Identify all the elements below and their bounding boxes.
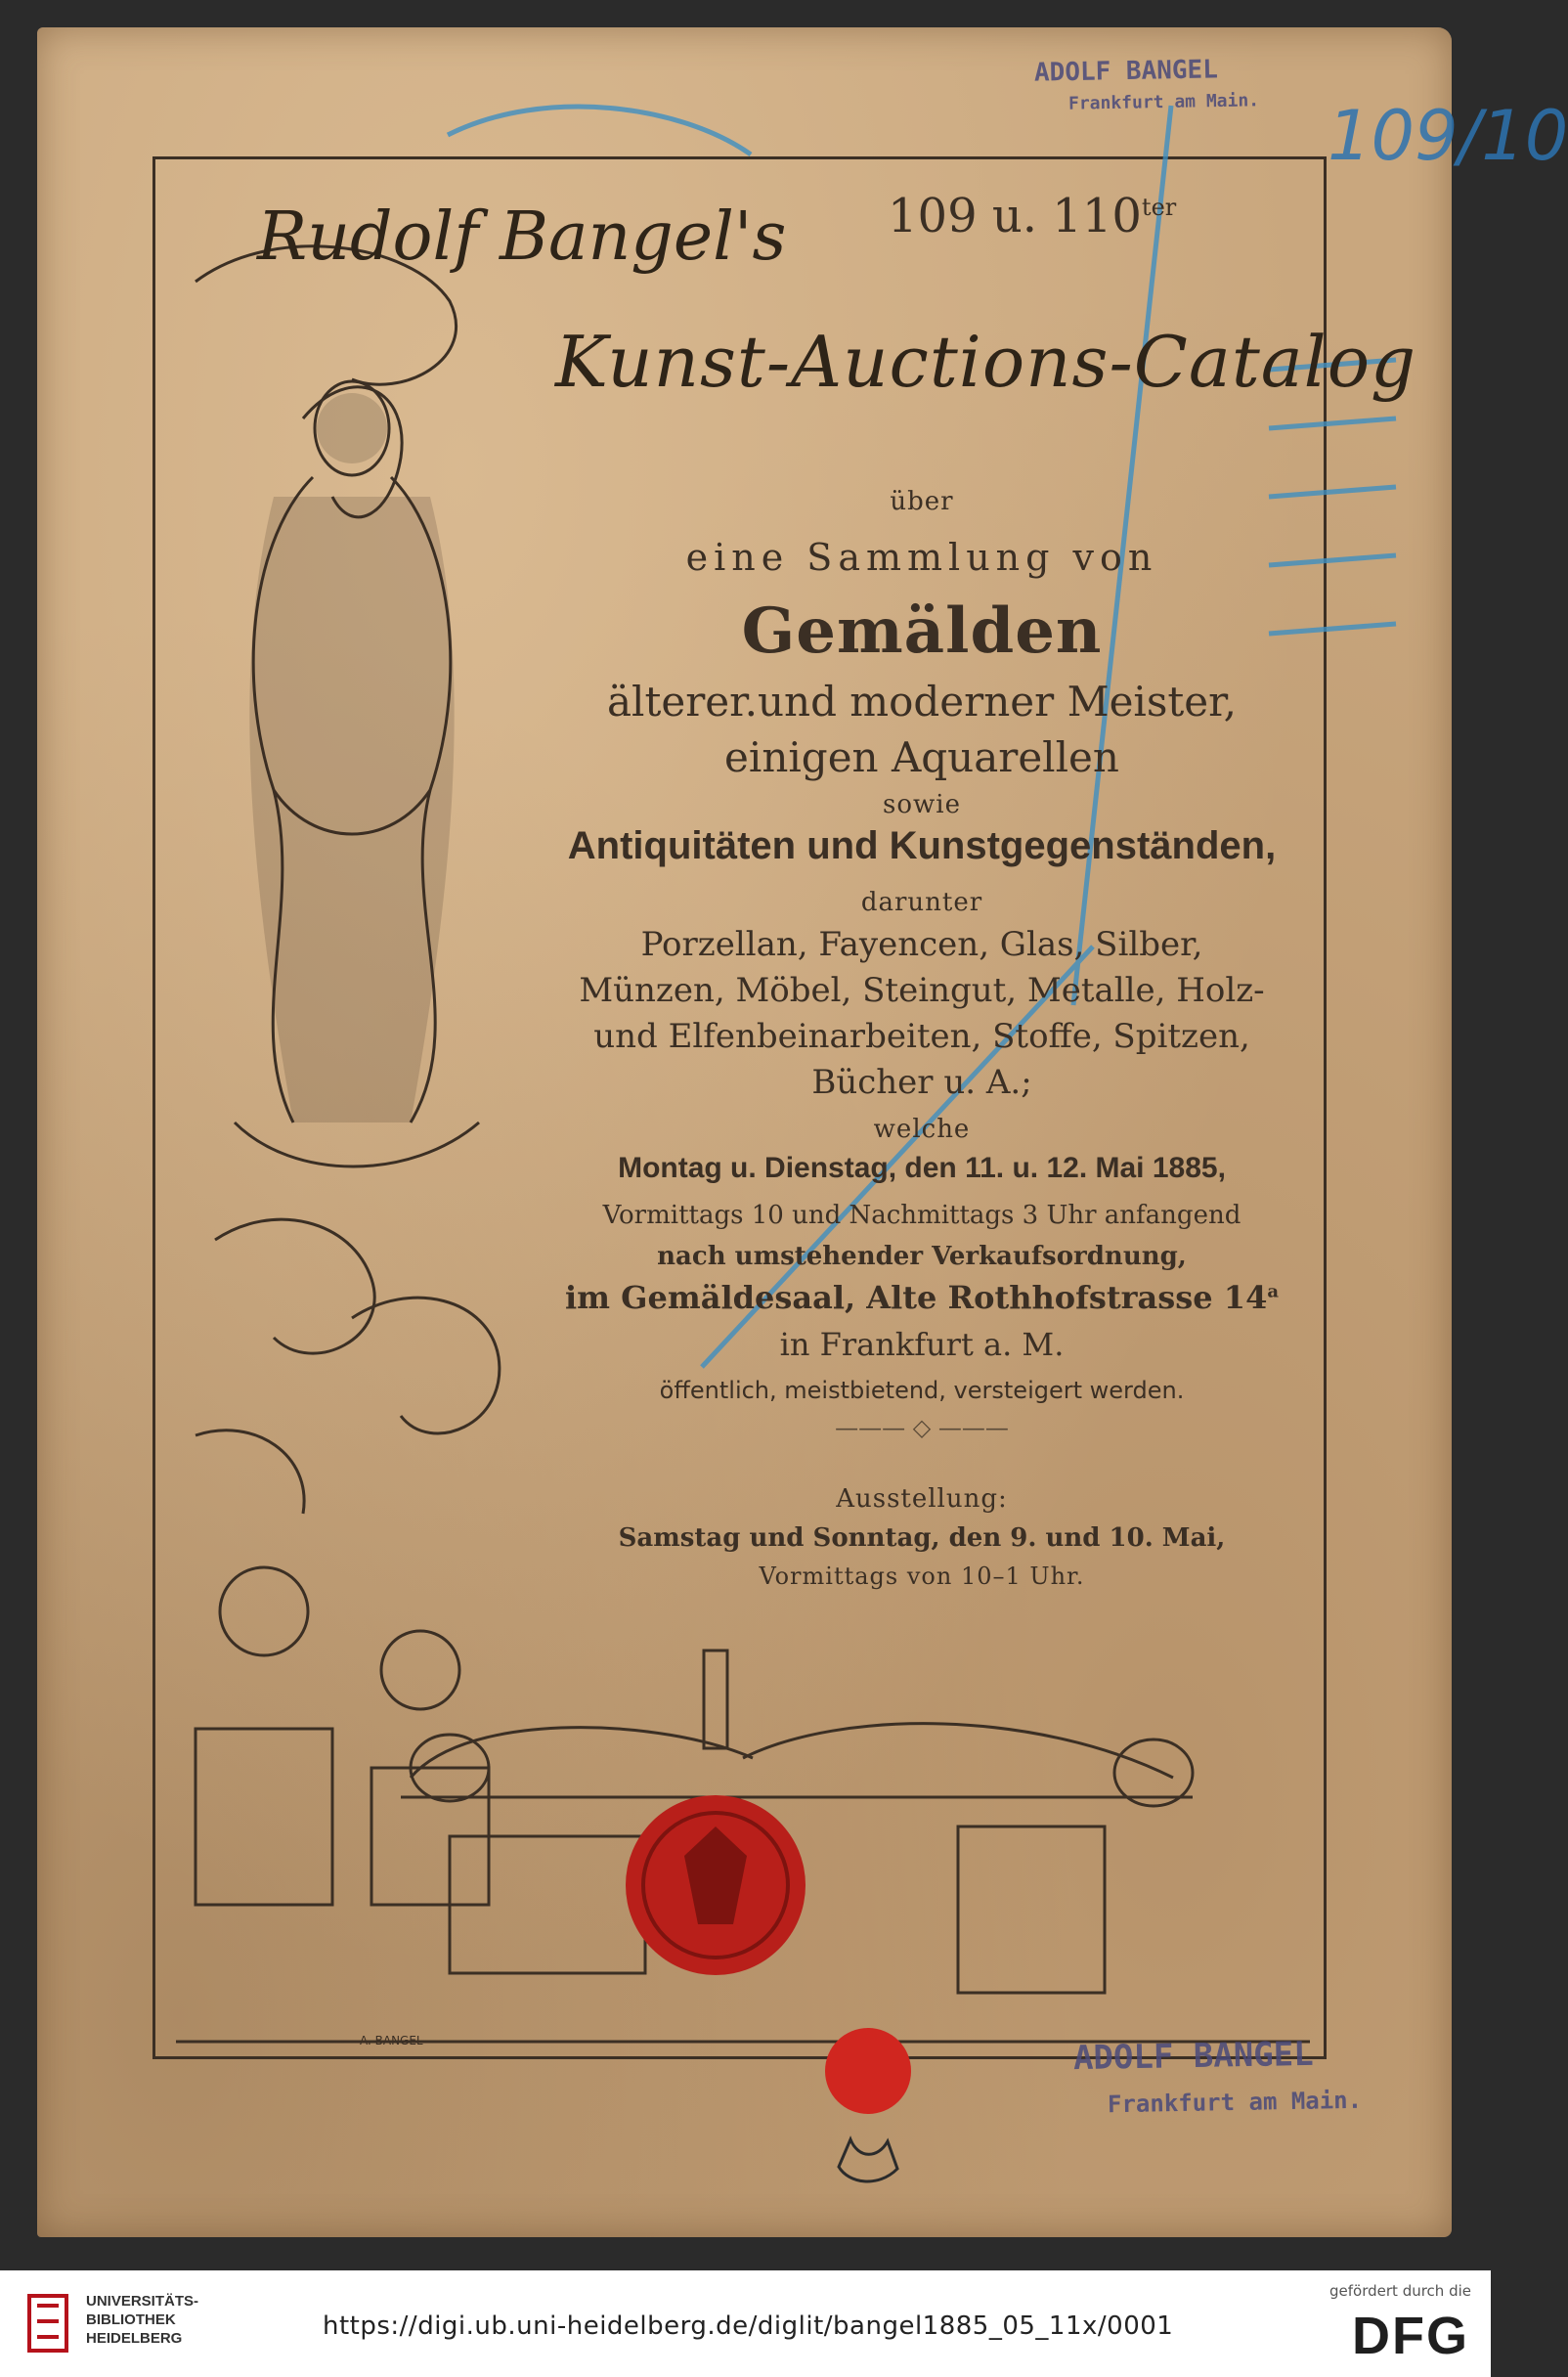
- document-url-link[interactable]: https://digi.ub.uni-heidelberg.de/diglit/bangel1885_05_11x/0001: [323, 2311, 1174, 2341]
- library-name: [86, 2292, 198, 2348]
- stamp-bottom-name: ADOLF BANGEL: [1072, 2034, 1314, 2079]
- text-times: Vormittags 10 und Nachmittags 3 Uhr anfangend: [602, 1201, 1241, 1230]
- text-location: [545, 1279, 1298, 1316]
- text-darunter: darunter: [860, 888, 983, 917]
- ornament-divider: ——— ◇ ———: [835, 1414, 1009, 1441]
- catalog-publisher-title: Rudolf Bangel's: [257, 198, 787, 276]
- catalog-main-title: Kunst-Auctions-Catalog: [555, 321, 1417, 403]
- catalog-number-suffix: ter: [1141, 194, 1177, 221]
- stamp-top-name: ADOLF BANGEL: [1033, 55, 1219, 88]
- library-line1: UNIVERSITÄTS-: [86, 2293, 199, 2310]
- pencil-note: 109/10: [1328, 96, 1568, 176]
- library-line3: HEIDELBERG: [86, 2330, 183, 2347]
- artist-signature: A. BANGEL: [360, 2034, 423, 2047]
- text-versteigert: öffentlich, meistbietend, versteigert werden.: [659, 1377, 1185, 1404]
- catalog-number-value: 109 u. 110: [888, 189, 1142, 243]
- text-location-suffix: a: [1267, 1281, 1279, 1302]
- bottom-scroll-illustration: [156, 1631, 1318, 2051]
- catalog-number: [888, 189, 1176, 243]
- text-verkauf: nach umstehender Verkaufsordnung,: [657, 1242, 1187, 1271]
- dfg-logo: DFG: [1352, 2307, 1469, 2365]
- stamp-top-city: Frankfurt am Main.: [1067, 90, 1260, 114]
- text-aquarellen: einigen Aquarellen: [724, 733, 1119, 781]
- catalog-page: [37, 27, 1568, 2237]
- text-antiquitaeten: Antiquitäten und Kunstgegenständen,: [567, 824, 1277, 867]
- text-welche: welche: [873, 1115, 971, 1144]
- catalog-text-block: [545, 477, 1298, 1602]
- text-meister: älterer.und moderner Meister,: [607, 678, 1237, 726]
- text-items-line3: und Elfenbeinarbeiten, Stoffe, Spitzen,: [593, 1017, 1250, 1056]
- text-items-line4: Bücher u. A.;: [811, 1063, 1032, 1102]
- viewer-footer: [0, 2270, 1491, 2377]
- text-ausstellung-time: Vormittags von 10–1 Uhr.: [759, 1563, 1085, 1590]
- text-location-value: im Gemäldesaal, Alte Rothhofstrasse 14: [565, 1279, 1268, 1316]
- library-line2: BIBLIOTHEK: [86, 2311, 176, 2328]
- text-sowie: sowie: [883, 790, 961, 819]
- stamp-bottom-city: Frankfurt am Main.: [1107, 2086, 1363, 2119]
- text-ueber: über: [890, 487, 954, 516]
- text-sammlung: eine Sammlung von: [685, 536, 1158, 579]
- university-logo-icon: [20, 2292, 76, 2355]
- text-ausstellung: Ausstellung:: [836, 1484, 1008, 1514]
- text-items-line2: Münzen, Möbel, Steingut, Metalle, Holz-: [579, 971, 1265, 1010]
- text-items-line1: Porzellan, Fayencen, Glas, Silber,: [640, 925, 1203, 964]
- text-gemaelden: Gemälden: [741, 594, 1103, 668]
- funded-by-text: gefördert durch die: [1329, 2282, 1471, 2300]
- text-dates: Montag u. Dienstag, den 11. u. 12. Mai 1885,: [618, 1152, 1226, 1184]
- text-ausstellung-dates: Samstag und Sonntag, den 9. und 10. Mai,: [618, 1523, 1226, 1553]
- small-wax-seal-icon: [800, 2022, 936, 2198]
- text-city: in Frankfurt a. M.: [779, 1326, 1065, 1363]
